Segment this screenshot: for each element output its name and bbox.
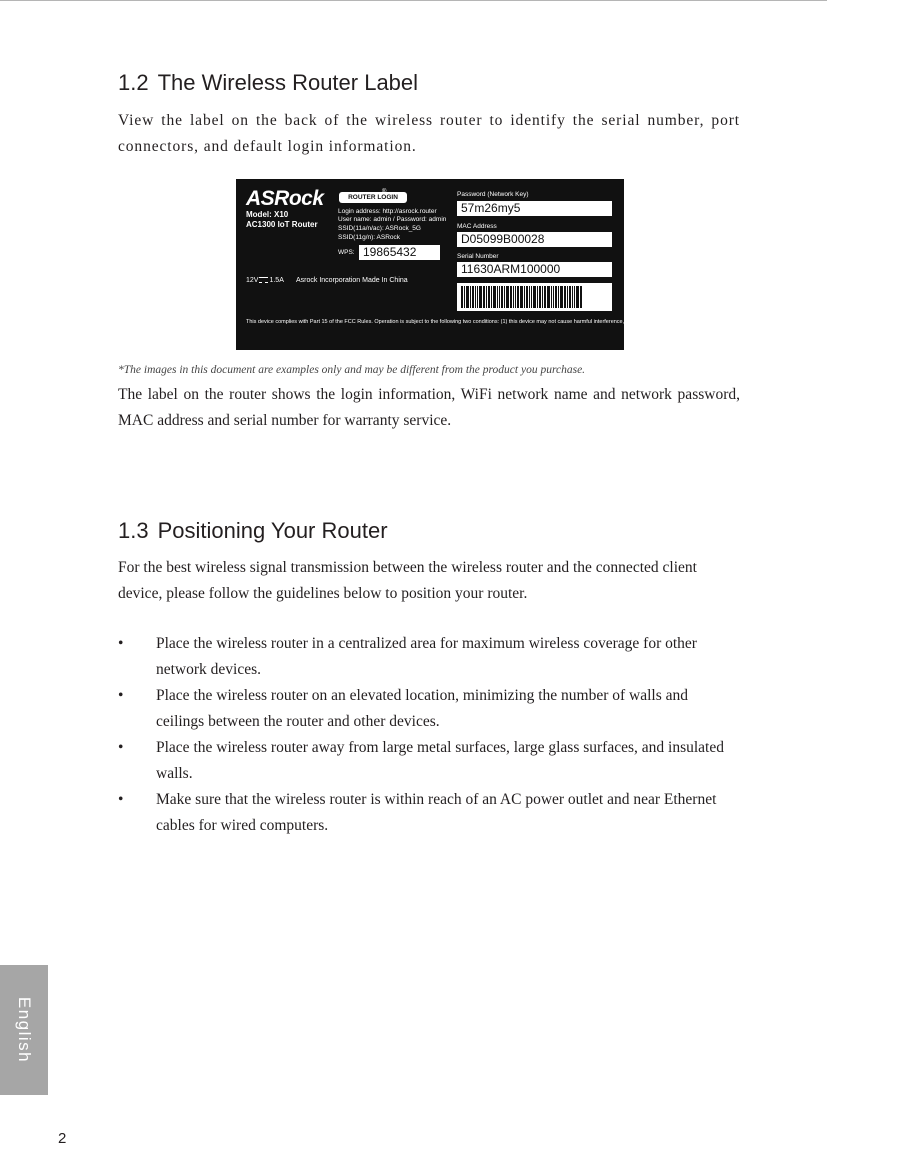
serial-barcode: [457, 283, 612, 311]
section-1-3-intro: For the best wireless signal transmission between the wireless router and the connected client device, please follow the guidelines below to position your router.: [118, 559, 697, 602]
bullet-icon: •: [118, 635, 124, 652]
label-model: Model: X10: [246, 210, 289, 219]
label-voltage: [246, 277, 284, 284]
label-fcc-notice: This device complies with Part 15 of the FCC Rules. Operation is subject to the following two conditions: (1) this device may not cause harmful interference, and (2) this device must accept any interference received, including interference that may cause undesired operation.: [246, 319, 911, 325]
label-password: 57m26my5: [457, 201, 612, 216]
list-item-text: Place the wireless router on an elevated location, minimizing the number of walls and ceilings between the router and other devices.: [156, 687, 689, 730]
voltage-right: 1.5A: [269, 277, 284, 284]
section-number: 1.3: [118, 518, 149, 543]
label-serial-title: Serial Number: [457, 253, 499, 260]
section-title: Positioning Your Router: [157, 518, 388, 543]
label-ssid-24g: SSID(11g/n): ASRock: [338, 234, 401, 241]
list-item: [118, 631, 740, 683]
list-item: [118, 787, 740, 839]
list-item: [118, 683, 740, 735]
language-tab-label: English: [15, 996, 34, 1064]
list-item-text: Make sure that the wireless router is within reach of an AC power outlet and near Ethernet cables for wired computers.: [156, 791, 717, 834]
guideline-list: [118, 631, 740, 839]
top-rule: [0, 0, 827, 1]
bullet-icon: •: [118, 739, 124, 756]
page-number: 2: [58, 1130, 67, 1147]
asrock-logo: ASRock: [246, 187, 324, 210]
label-login-address: Login address: http://asrock.router: [338, 208, 437, 215]
label-mac-title: MAC Address: [457, 223, 497, 230]
section-number: 1.2: [118, 70, 149, 95]
dc-symbol-icon: [259, 277, 268, 283]
list-item-text: Place the wireless router in a centralized area for maximum wireless coverage for other network devices.: [156, 635, 697, 678]
image-caption: *The images in this document are examples only and may be different from the product you purchase.: [118, 364, 586, 376]
bullet-icon: •: [118, 791, 124, 808]
label-manufacturer: Asrock Incorporation Made In China: [296, 277, 408, 284]
router-login-badge: ROUTER LOGIN: [339, 192, 407, 203]
section-1-3-heading: [118, 518, 388, 544]
label-product: AC1300 IoT Router: [246, 220, 318, 229]
voltage-left: 12V: [246, 277, 259, 284]
list-item-text: Place the wireless router away from large metal surfaces, large glass surfaces, and insulated walls.: [156, 739, 724, 782]
label-wps-pin: 19865432: [359, 245, 440, 260]
label-mac: D05099B00028: [457, 232, 612, 247]
section-1-2-intro: View the label on the back of the wireless router to identify the serial number, port connectors, and default login information.: [118, 112, 740, 155]
label-wps: WPS:: [338, 249, 355, 256]
language-tab: [0, 965, 48, 1095]
label-user-password: User name: admin / Password: admin: [338, 216, 447, 223]
bullet-icon: •: [118, 687, 124, 704]
label-password-title: Password (Network Key): [457, 191, 529, 198]
section-1-2-body: The label on the router shows the login information, WiFi network name and network password, MAC address and serial number for warranty service.: [118, 386, 740, 429]
label-ssid-5g: SSID(11a/n/ac): ASRock_5G: [338, 225, 421, 232]
router-label-image: [236, 179, 911, 350]
section-title: The Wireless Router Label: [157, 70, 419, 95]
list-item: [118, 735, 740, 787]
section-1-2-heading: [118, 70, 418, 96]
label-serial: 11630ARM100000: [457, 262, 612, 277]
